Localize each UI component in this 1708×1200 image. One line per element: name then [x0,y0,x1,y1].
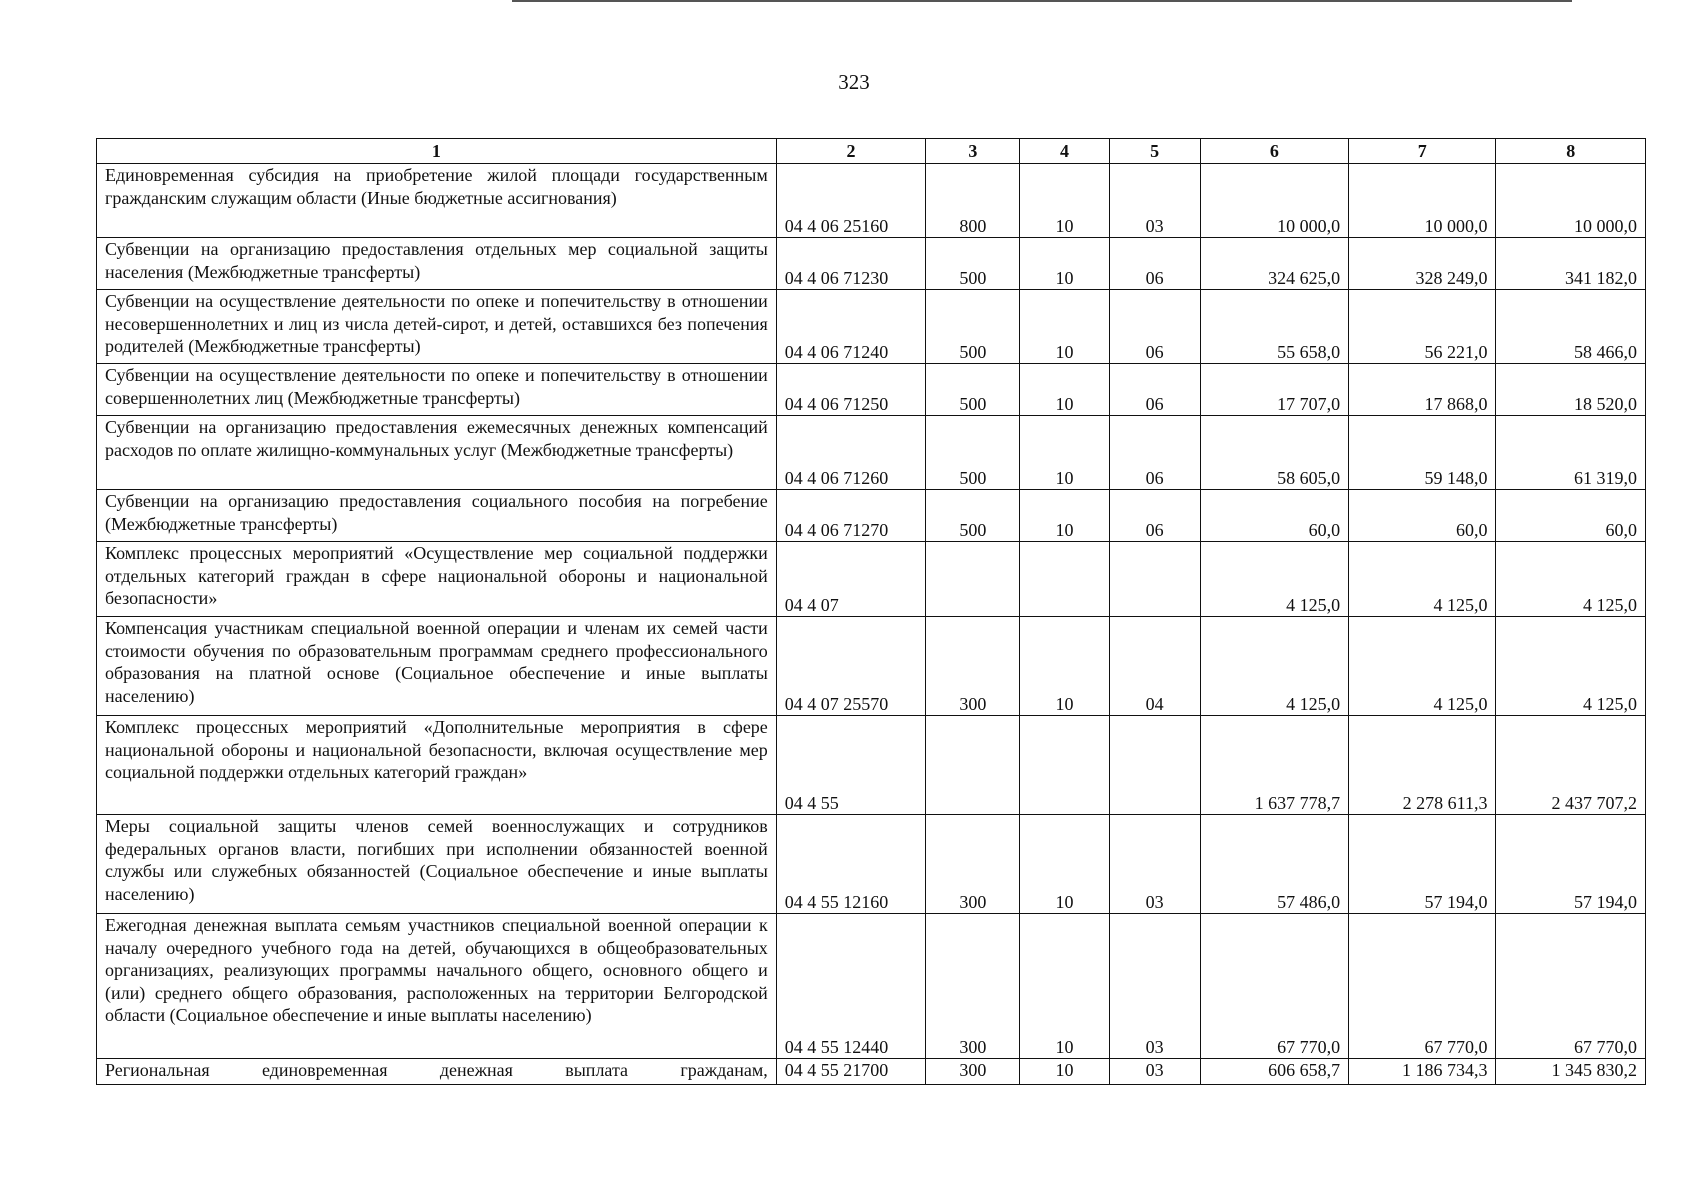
row-col5: 06 [1109,290,1200,364]
row-col6: 58 605,0 [1200,416,1348,490]
row-col7: 67 770,0 [1349,914,1496,1059]
row-col4 [1020,716,1109,815]
row-code: 04 4 06 71250 [776,364,925,416]
row-col5: 06 [1109,238,1200,290]
row-col7: 1 186 734,3 [1349,1059,1496,1085]
row-col7: 4 125,0 [1349,617,1496,716]
row-description: Компенсация участникам специальной военной операции и членам их семей части стоимости обучения по образовательным программам среднего профессионального образования на платной основе (Социальное обеспечение и иные выплаты населению) [97,617,777,716]
row-col5: 06 [1109,416,1200,490]
budget-table [96,138,1646,1085]
column-header-2: 2 [776,139,925,164]
header-row [97,139,1646,164]
row-col8: 18 520,0 [1496,364,1646,416]
row-col3: 500 [926,416,1020,490]
top-rule [512,0,1572,2]
row-col7: 2 278 611,3 [1349,716,1496,815]
row-col5: 04 [1109,617,1200,716]
row-col6: 10 000,0 [1200,164,1348,238]
table-row [97,815,1646,914]
table-row [97,364,1646,416]
row-col8: 1 345 830,2 [1496,1059,1646,1085]
row-col3 [926,542,1020,617]
row-col3: 300 [926,815,1020,914]
row-col5 [1109,716,1200,815]
row-col3: 500 [926,490,1020,542]
row-col7: 10 000,0 [1349,164,1496,238]
row-col8: 61 319,0 [1496,416,1646,490]
table-row [97,290,1646,364]
row-col8: 57 194,0 [1496,815,1646,914]
column-header-5: 5 [1109,139,1200,164]
row-col3: 300 [926,617,1020,716]
row-description: Комплекс процессных мероприятий «Осуществление мер социальной поддержки отдельных категорий граждан в сфере национальной обороны и национальной безопасности» [97,542,777,617]
row-col5: 06 [1109,490,1200,542]
row-description: Субвенции на осуществление деятельности по опеке и попечительству в отношении совершеннолетних лиц (Межбюджетные трансферты) [97,364,777,416]
row-code: 04 4 55 [776,716,925,815]
column-header-8: 8 [1496,139,1646,164]
row-col6: 55 658,0 [1200,290,1348,364]
row-col6: 57 486,0 [1200,815,1348,914]
row-col8: 341 182,0 [1496,238,1646,290]
row-col4 [1020,542,1109,617]
table-row [97,542,1646,617]
row-col4: 10 [1020,617,1109,716]
row-col4: 10 [1020,416,1109,490]
row-description: Единовременная субсидия на приобретение жилой площади государственным гражданским служащим области (Иные бюджетные ассигнования) [97,164,777,238]
table-row [97,617,1646,716]
row-col4: 10 [1020,1059,1109,1085]
row-code: 04 4 07 25570 [776,617,925,716]
row-code: 04 4 06 71230 [776,238,925,290]
row-col7: 57 194,0 [1349,815,1496,914]
row-col4: 10 [1020,815,1109,914]
row-code: 04 4 07 [776,542,925,617]
table-row [97,164,1646,238]
row-description: Ежегодная денежная выплата семьям участников специальной военной операции к началу очередного учебного года на детей, обучающихся в общеобразовательных организациях, реализующих программы начального общего, основного общего и (или) среднего общего образования, расположенных на территории Белгородской области (Социальное обеспечение и иные выплаты населению) [97,914,777,1059]
row-col4: 10 [1020,490,1109,542]
row-col7: 56 221,0 [1349,290,1496,364]
row-description: Субвенции на осуществление деятельности по опеке и попечительству в отношении несовершеннолетних и лиц из числа детей-сирот, и детей, оставшихся без попечения родителей (Межбюджетные трансферты) [97,290,777,364]
row-code: 04 4 06 71270 [776,490,925,542]
row-col4: 10 [1020,238,1109,290]
row-col8: 2 437 707,2 [1496,716,1646,815]
row-col3: 500 [926,290,1020,364]
row-col3: 800 [926,164,1020,238]
row-col6: 1 637 778,7 [1200,716,1348,815]
page-number: 323 [838,70,870,94]
row-col3 [926,716,1020,815]
column-header-3: 3 [926,139,1020,164]
row-col8: 10 000,0 [1496,164,1646,238]
row-col6: 17 707,0 [1200,364,1348,416]
row-col8: 4 125,0 [1496,542,1646,617]
row-col6: 4 125,0 [1200,617,1348,716]
row-col5: 03 [1109,914,1200,1059]
table-row [97,490,1646,542]
row-col6: 60,0 [1200,490,1348,542]
row-col6: 324 625,0 [1200,238,1348,290]
row-code: 04 4 55 21700 [776,1059,925,1085]
row-col7: 60,0 [1349,490,1496,542]
row-col3: 500 [926,364,1020,416]
row-col4: 10 [1020,164,1109,238]
row-col4: 10 [1020,290,1109,364]
row-col5: 03 [1109,164,1200,238]
row-col7: 59 148,0 [1349,416,1496,490]
row-col7: 4 125,0 [1349,542,1496,617]
row-code: 04 4 06 71260 [776,416,925,490]
column-header-6: 6 [1200,139,1348,164]
row-col3: 500 [926,238,1020,290]
row-code: 04 4 06 25160 [776,164,925,238]
row-col7: 17 868,0 [1349,364,1496,416]
column-header-1: 1 [97,139,777,164]
row-col3: 300 [926,1059,1020,1085]
row-col5: 03 [1109,815,1200,914]
row-description: Меры социальной защиты членов семей военнослужащих и сотрудников федеральных органов власти, погибших при исполнении обязанностей военной службы или служебных обязанностей (Социальное обеспечение и иные выплаты населению) [97,815,777,914]
row-code: 04 4 55 12440 [776,914,925,1059]
row-description: Субвенции на организацию предоставления социального пособия на погребение (Межбюджетные трансферты) [97,490,777,542]
row-col5 [1109,542,1200,617]
table-row [97,238,1646,290]
row-description: Субвенции на организацию предоставления отдельных мер социальной защиты населения (Межбюджетные трансферты) [97,238,777,290]
row-col8: 67 770,0 [1496,914,1646,1059]
row-col8: 60,0 [1496,490,1646,542]
row-description: Комплекс процессных мероприятий «Дополнительные мероприятия в сфере национальной обороны и национальной безопасности, включая осуществление мер социальной поддержки отдельных категорий граждан» [97,716,777,815]
row-col3: 300 [926,914,1020,1059]
row-col4: 10 [1020,914,1109,1059]
row-code: 04 4 06 71240 [776,290,925,364]
row-col6: 4 125,0 [1200,542,1348,617]
row-col7: 328 249,0 [1349,238,1496,290]
row-col6: 67 770,0 [1200,914,1348,1059]
row-col5: 03 [1109,1059,1200,1085]
row-description: Региональная единовременная денежная выплата гражданам, [97,1059,777,1085]
table-row [97,914,1646,1059]
table-row [97,416,1646,490]
table-row [97,1059,1646,1085]
row-col8: 4 125,0 [1496,617,1646,716]
column-header-7: 7 [1349,139,1496,164]
row-col6: 606 658,7 [1200,1059,1348,1085]
row-col5: 06 [1109,364,1200,416]
row-code: 04 4 55 12160 [776,815,925,914]
row-description: Субвенции на организацию предоставления ежемесячных денежных компенсаций расходов по оплате жилищно-коммунальных услуг (Межбюджетные трансферты) [97,416,777,490]
table-row [97,716,1646,815]
column-header-4: 4 [1020,139,1109,164]
row-col4: 10 [1020,364,1109,416]
row-col8: 58 466,0 [1496,290,1646,364]
